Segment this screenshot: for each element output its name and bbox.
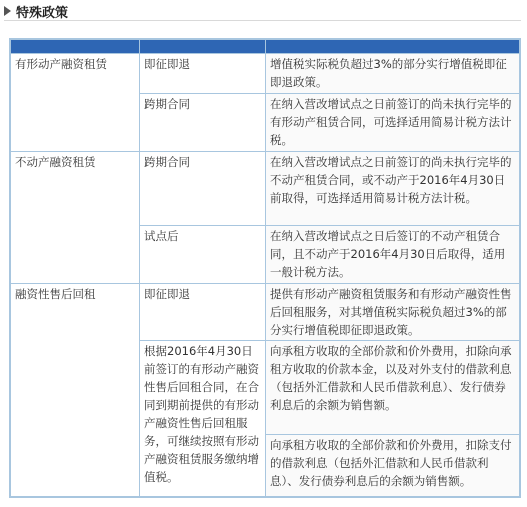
- subcategory-cell: 即征即退: [140, 54, 266, 94]
- policy-table: [9, 38, 521, 498]
- description-cell: 在纳入营改增试点之日后签订的不动产租赁合同，且不动产于2016年4月30日后取得，适用一般计税方法。: [266, 226, 520, 284]
- table-header-row: [11, 40, 520, 54]
- table-row: [11, 54, 520, 94]
- header-cell: [266, 40, 520, 54]
- description-cell: 向承租方收取的全部价款和价外费用，扣除支付的借款利息（包括外汇借款和人民币借款利息）、发行债券利息后的余额为销售额。: [266, 435, 520, 497]
- section-title: 特殊政策: [16, 5, 69, 21]
- category-cell: 不动产融资租赁: [11, 152, 140, 284]
- subcategory-cell: 根据2016年4月30日前签订的有形动产融资性售后回租合同，在合同到期前提供的有形动产融资性售后回租服务，可继续按照有形动产融资租赁服务缴纳增值税。: [140, 341, 266, 497]
- header-cell: [11, 40, 140, 54]
- category-cell: 融资性售后回租: [11, 284, 140, 497]
- description-cell: 在纳入营改增试点之日前签订的尚未执行完毕的有形动产租赁合同，可选择适用简易计税方法计税。: [266, 94, 520, 152]
- subcategory-cell: 跨期合同: [140, 94, 266, 152]
- subcategory-cell: 试点后: [140, 226, 266, 284]
- table-row: [11, 284, 520, 341]
- category-cell: 有形动产融资租赁: [11, 54, 140, 152]
- header-cell: [140, 40, 266, 54]
- description-cell: 在纳入营改增试点之日前签订的尚未执行完毕的不动产租赁合同，或不动产于2016年4月30日前取得，可选择适用简易计税方法计税。: [266, 152, 520, 226]
- triangle-bullet-icon: [4, 6, 11, 16]
- table-row: [11, 152, 520, 226]
- description-cell: 提供有形动产融资租赁服务和有形动产融资性售后回租服务，对其增值税实际税负超过3%的部分实行增值税即征即退政策。: [266, 284, 520, 341]
- section-heading: [4, 2, 68, 20]
- subcategory-cell: 即征即退: [140, 284, 266, 341]
- description-cell: 增值税实际税负超过3%的部分实行增值税即征即退政策。: [266, 54, 520, 94]
- description-cell: 向承租方收取的全部价款和价外费用，扣除向承租方收取的价款本金，以及对外支付的借款利息（包括外汇借款和人民币借款利息）、发行债券利息后的余额为销售额。: [266, 341, 520, 435]
- subcategory-cell: 跨期合同: [140, 152, 266, 226]
- divider: [4, 20, 521, 21]
